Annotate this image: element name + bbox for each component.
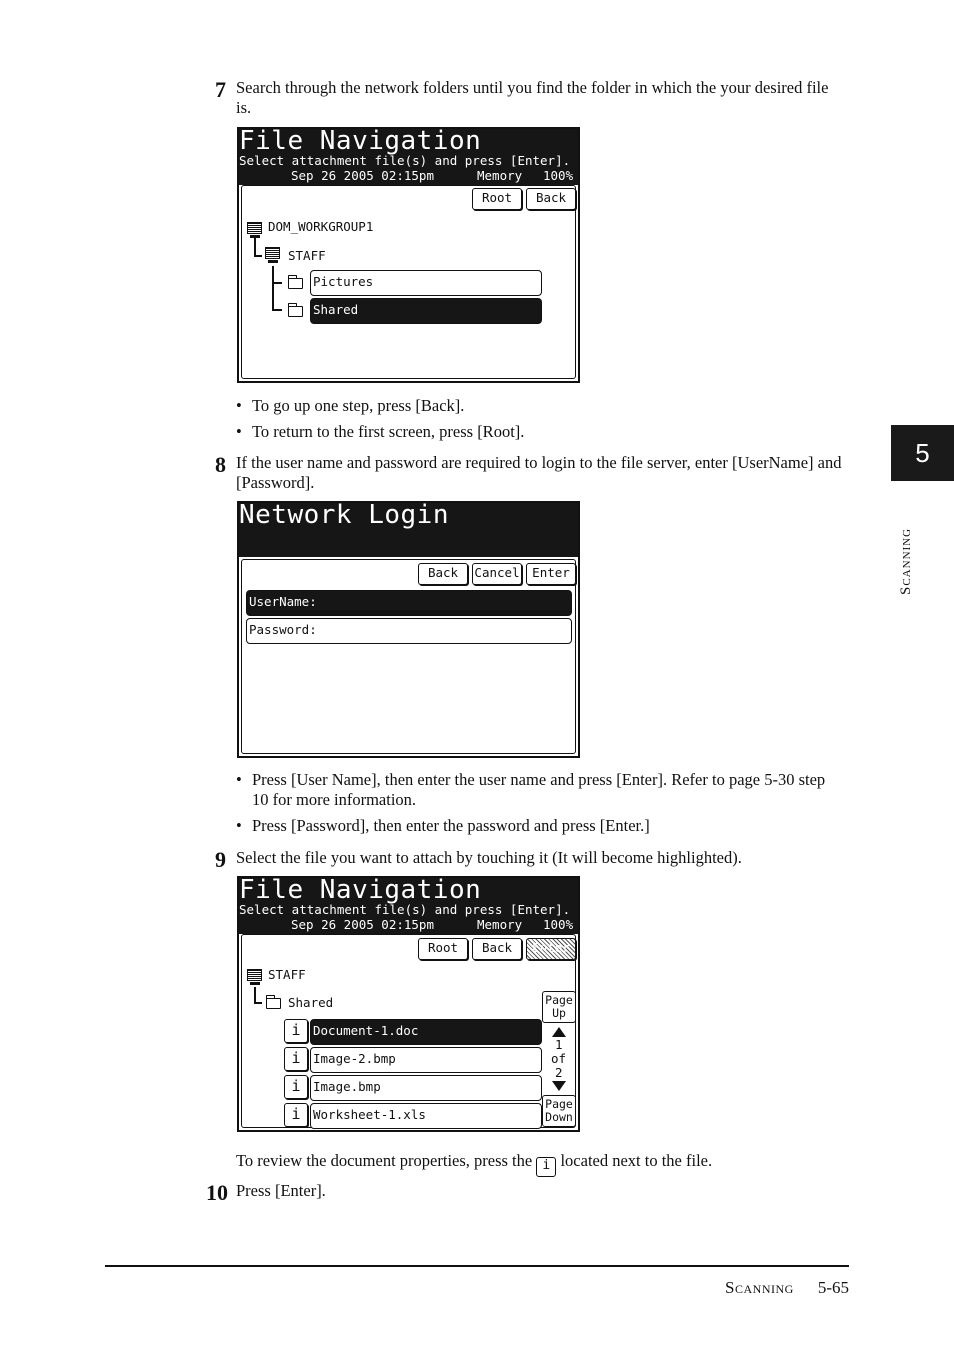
screen-date: Sep 26 2005 02:15pm [291,917,434,932]
step-10-number: 10 [206,1180,228,1205]
screen-subtitle: Select attachment file(s) and press [Enter]. [239,902,571,917]
step-10-text: Press [Enter]. [236,1181,326,1200]
folder-icon [266,998,281,1009]
enter-button[interactable]: Enter [526,563,576,585]
cancel-button[interactable]: Cancel [472,563,522,585]
file-navigation-screen-2 [237,876,580,1132]
computer-label: STAFF [268,967,306,982]
root-button[interactable]: Root [472,188,522,210]
folder-pictures[interactable]: Pictures [310,270,542,296]
page-down-button[interactable]: Page Down [542,1095,576,1127]
file-row[interactable]: Worksheet-1.xls [310,1103,542,1129]
screen-header [239,129,578,185]
step-8-bullet: • Press [User Name], then enter the user name and press [Enter]. Refer to page 5-30 step 10 for more information. [236,770,826,809]
step-9-text: Select the file you want to attach by touching it (It will become highlighted). [236,848,742,867]
memory-label: Memory [477,917,523,932]
step-7-bullet: • To return to the first screen, press [Root]. [236,422,525,441]
screen-date: Sep 26 2005 02:15pm [291,168,434,183]
screen-subtitle: Select attachment file(s) and press [Enter]. [239,153,571,168]
note-after: located next to the file. [560,1151,713,1170]
page-of: of [551,1051,567,1066]
page-total: 2 [555,1065,563,1080]
screen-title: File Navigation [239,127,482,156]
network-login-screen [237,501,580,758]
password-field[interactable]: Password: [246,618,572,644]
workgroup-icon [247,222,262,234]
page-footer [725,1278,849,1298]
screen-header [239,878,578,934]
step-9-number: 9 [215,847,226,872]
memory-value: 100% [543,917,574,932]
step-8-bullet: • Press [Password], then enter the password and press [Enter.] [236,816,650,835]
info-icon: i [536,1157,556,1177]
file-row[interactable]: Image-2.bmp [310,1047,542,1073]
page-number: 1 [555,1037,563,1052]
info-icon[interactable]: i [284,1075,308,1099]
arrow-up-icon [552,1027,566,1037]
enter-button[interactable]: Enter [526,938,576,960]
tree-line [254,255,262,257]
back-button[interactable]: Back [526,188,576,210]
memory-value: 100% [543,168,574,183]
file-row[interactable]: Image.bmp [310,1075,542,1101]
screen-body [241,934,576,1128]
info-icon[interactable]: i [284,1019,308,1043]
root-button[interactable]: Root [418,938,468,960]
computer-label: STAFF [288,248,326,263]
folder-icon [288,306,303,317]
footer-section: Scanning [725,1278,794,1297]
info-icon[interactable]: i [284,1103,308,1127]
page-up-button[interactable]: Page Up [542,991,576,1023]
step-8-text: If the user name and password are required to login to the file server, enter [UserName] and [Password]. [236,453,842,492]
screen-title: Network Login [239,501,449,530]
memory-label: Memory [477,168,523,183]
screen-body [241,559,576,754]
back-button[interactable]: Back [472,938,522,960]
footer-rule [105,1265,849,1267]
back-button[interactable]: Back [418,563,468,585]
step-7-bullet: • To go up one step, press [Back]. [236,396,465,415]
page-number: 5-65 [817,1278,849,1297]
computer-icon [247,969,262,981]
computer-icon [265,247,280,259]
step-8-number: 8 [215,452,226,477]
info-icon[interactable]: i [284,1047,308,1071]
folder-label: Shared [288,995,334,1010]
step-9-note [236,1151,712,1177]
chapter-side-label: Scanning [898,527,914,595]
screen-title: File Navigation [239,876,482,905]
screen-body [241,185,576,379]
workgroup-label: DOM_WORKGROUP1 [268,219,374,234]
screen-header [239,503,578,557]
note-before: To review the document properties, press the [236,1151,533,1170]
folder-shared[interactable]: Shared [310,298,542,324]
step-7-number: 7 [215,77,226,102]
username-field[interactable]: UserName: [246,590,572,616]
file-navigation-screen [237,127,580,383]
tree-line [254,987,256,1003]
arrow-down-icon [552,1081,566,1091]
chapter-tab: 5 [891,425,954,481]
tree-line [272,266,274,310]
file-row[interactable]: Document-1.doc [310,1019,542,1045]
tree-line [272,282,282,284]
tree-line [254,238,256,256]
tree-line [254,1002,262,1004]
tree-line [272,309,282,311]
folder-icon [288,278,303,289]
step-7-text: Search through the network folders until you find the folder in which the your desired file is. [236,78,829,117]
